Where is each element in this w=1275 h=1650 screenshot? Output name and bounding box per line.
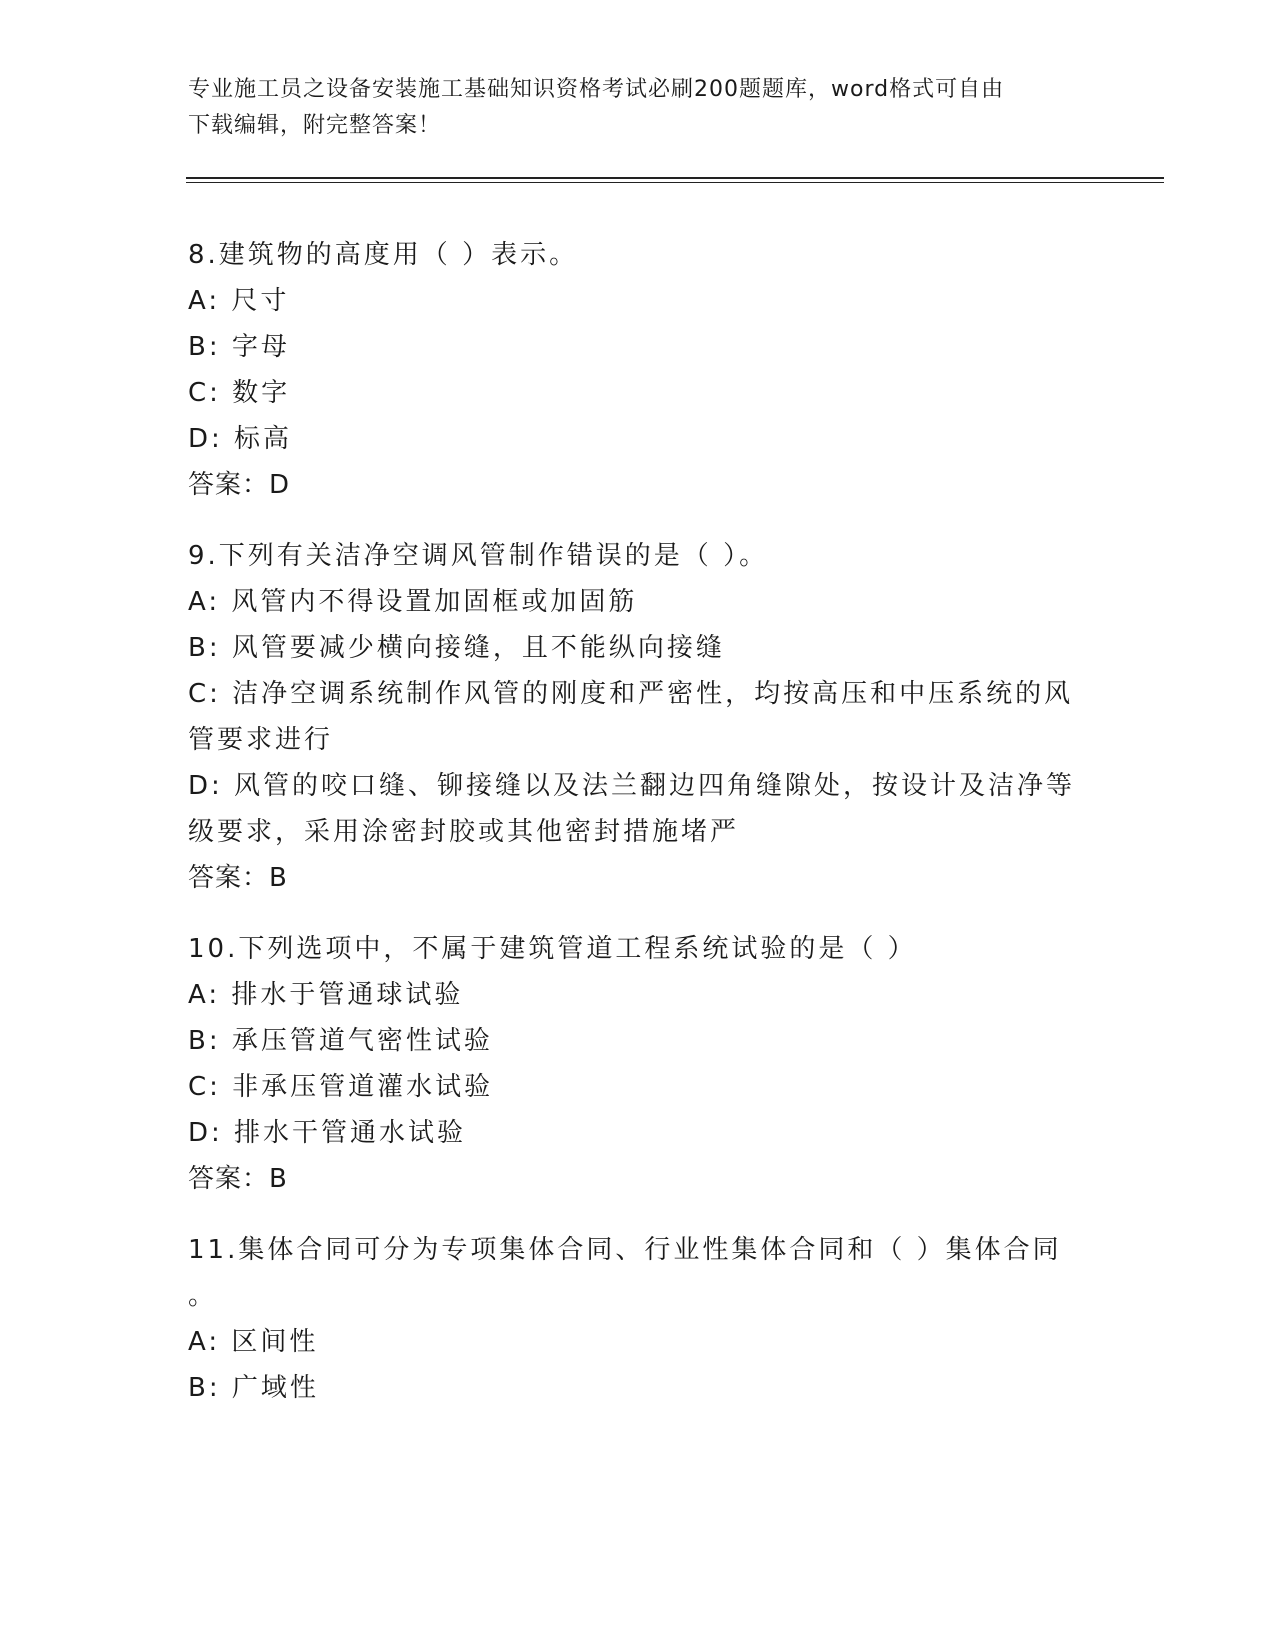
question-stem: 9.下列有关洁净空调风管制作错误的是（ ）。	[188, 541, 769, 571]
answer-line: 答案：B	[188, 863, 288, 893]
document-header	[188, 72, 1088, 144]
question-stem-continued: 。	[188, 1281, 218, 1311]
question-8	[188, 232, 1088, 508]
question-10	[188, 926, 1088, 1202]
option-a: A: 风管内不得设置加固框或加固筋	[188, 587, 638, 617]
option-d: D: 排水干管通水试验	[188, 1118, 467, 1148]
option-b: B: 广域性	[188, 1373, 319, 1403]
header-title-line-1: 专业施工员之设备安装施工基础知识资格考试必刷200题题库，word格式可自由	[188, 77, 1005, 102]
option-b: B: 字母	[188, 332, 290, 362]
header-divider-thin	[186, 182, 1164, 183]
answer-line: 答案：D	[188, 470, 291, 500]
answer-line: 答案：B	[188, 1164, 288, 1194]
question-11	[188, 1227, 1088, 1411]
question-stem: 8.建筑物的高度用（ ）表示。	[188, 240, 579, 270]
option-a: A: 排水于管通球试验	[188, 980, 464, 1010]
option-c: C: 洁净空调系统制作风管的刚度和严密性，均按高压和中压系统的风	[188, 679, 1074, 709]
option-d: D: 标高	[188, 424, 293, 454]
option-c-continued: 管要求进行	[188, 725, 334, 755]
option-d-continued: 级要求，采用涂密封胶或其他密封措施堵严	[188, 817, 740, 847]
option-c: C: 数字	[188, 378, 291, 408]
header-title-line-2: 下载编辑，附完整答案！	[188, 113, 442, 138]
question-9	[188, 533, 1088, 901]
option-b: B: 风管要减少横向接缝，且不能纵向接缝	[188, 633, 725, 663]
header-divider-thick	[186, 177, 1164, 179]
option-b: B: 承压管道气密性试验	[188, 1026, 493, 1056]
option-d: D: 风管的咬口缝、铆接缝以及法兰翻边四角缝隙处，按设计及洁净等	[188, 771, 1076, 801]
question-stem: 11.集体合同可分为专项集体合同、行业性集体合同和（ ）集体合同	[188, 1235, 1062, 1265]
option-a: A: 区间性	[188, 1327, 319, 1357]
option-a: A: 尺寸	[188, 286, 290, 316]
question-list	[188, 232, 1088, 1436]
question-stem: 10.下列选项中，不属于建筑管道工程系统试验的是（ ）	[188, 934, 917, 964]
option-c: C: 非承压管道灌水试验	[188, 1072, 494, 1102]
